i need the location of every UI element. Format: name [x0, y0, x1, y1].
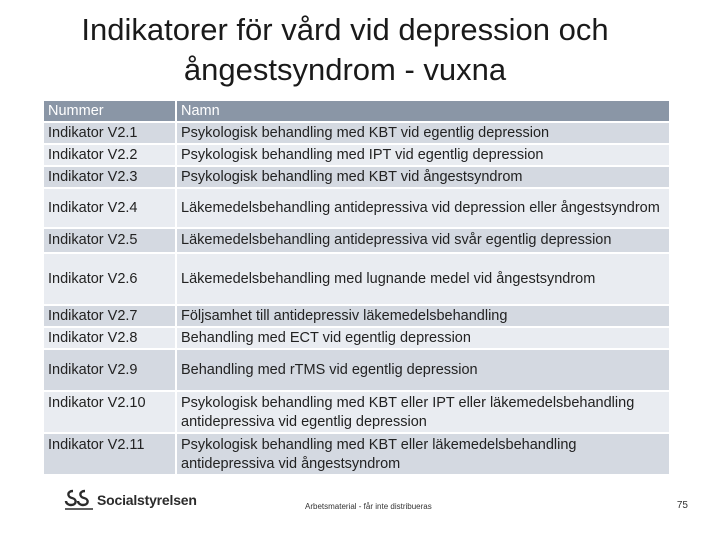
footer-note: Arbetsmaterial - får inte distribueras: [305, 502, 432, 511]
indicator-name: Läkemedelsbehandling antidepressiva vid depression eller ångestsyndrom: [176, 188, 669, 228]
table-row: [44, 144, 669, 166]
table-row: [44, 327, 669, 349]
table-row: [44, 433, 669, 474]
indicator-name: Psykologisk behandling med KBT eller IPT eller läkemedelsbehandling antidepressiva vid egentlig depression: [176, 391, 669, 433]
page-number: 75: [676, 500, 688, 511]
socialstyrelsen-logo: [64, 487, 197, 513]
table-row: [44, 349, 669, 391]
table-row: [44, 253, 669, 305]
table-row: [44, 305, 669, 327]
indicator-number: Indikator V2.4: [44, 188, 176, 228]
table-row: [44, 122, 669, 144]
header-name: Namn: [176, 100, 669, 122]
indicator-number: Indikator V2.10: [44, 391, 176, 433]
table-row: [44, 391, 669, 433]
indicator-number: Indikator V2.8: [44, 327, 176, 349]
indicator-number: Indikator V2.9: [44, 349, 176, 391]
indicator-name: Behandling med ECT vid egentlig depression: [176, 327, 669, 349]
indicator-number: Indikator V2.11: [44, 433, 176, 474]
indicator-name: Psykologisk behandling med KBT vid ångestsyndrom: [176, 166, 669, 188]
header-number: Nummer: [44, 100, 176, 122]
indicator-name: Följsamhet till antidepressiv läkemedelsbehandling: [176, 305, 669, 327]
table-row: [44, 228, 669, 253]
indicator-name: Behandling med rTMS vid egentlig depression: [176, 349, 669, 391]
title-line-1: Indikatorer för vård vid depression och: [81, 12, 609, 47]
socialstyrelsen-logo-icon: [64, 488, 94, 512]
indicator-number: Indikator V2.1: [44, 122, 176, 144]
indicator-table: [44, 99, 669, 474]
table-row: [44, 166, 669, 188]
slide-title: [0, 10, 690, 90]
indicator-number: Indikator V2.3: [44, 166, 176, 188]
title-line-2: ångestsyndrom - vuxna: [183, 52, 507, 87]
indicator-number: Indikator V2.5: [44, 228, 176, 253]
indicator-name: Psykologisk behandling med IPT vid egentlig depression: [176, 144, 669, 166]
indicator-number: Indikator V2.7: [44, 305, 176, 327]
indicator-number: Indikator V2.6: [44, 253, 176, 305]
indicator-name: Läkemedelsbehandling med lugnande medel vid ångestsyndrom: [176, 253, 669, 305]
indicator-name: Psykologisk behandling med KBT vid egentlig depression: [176, 122, 669, 144]
indicator-name: Läkemedelsbehandling antidepressiva vid svår egentlig depression: [176, 228, 669, 253]
table-header-row: [44, 100, 669, 122]
indicator-number: Indikator V2.2: [44, 144, 176, 166]
indicator-name: Psykologisk behandling med KBT eller läkemedelsbehandling antidepressiva vid ångestsyndrom: [176, 433, 669, 474]
logo-text: Socialstyrelsen: [97, 492, 197, 508]
table-row: [44, 188, 669, 228]
